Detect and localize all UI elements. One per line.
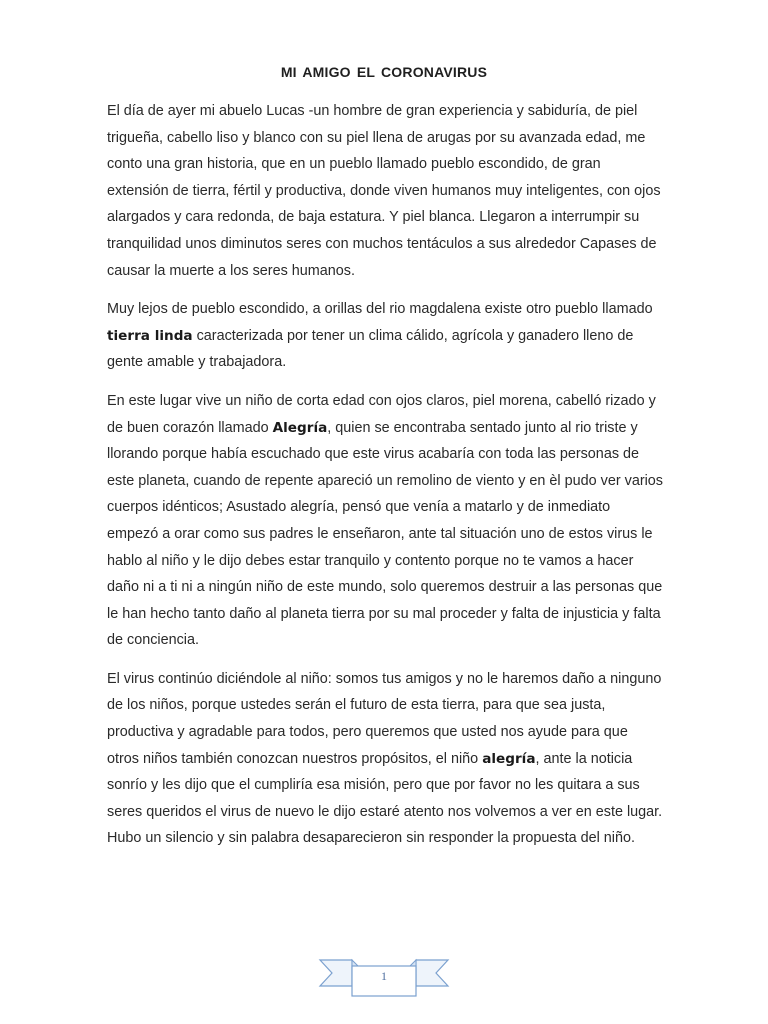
page-number: 1: [381, 969, 387, 983]
paragraph-2-text-b: caracterizada por tener un clima cálido, agrícola y ganadero lleno de gente amable y trabajadora.: [107, 327, 634, 371]
page-footer-ribbon: [318, 956, 450, 998]
paragraph-1-text: El día de ayer mi abuelo Lucas -un hombre de gran experiencia y sabiduría, de piel trigueña, cabello liso y blanco con su piel llena de arugas por su avanzada edad, me conto una gran historia, que en un pueblo llamado pueblo escondido, de gran extensión de tierra, fértil y productiva, donde viven humanos muy inteligentes, con ojos alargados y cara redonda, de baja estatura. Y piel blanca. Llegaron a interrumpir su tranquilidad unos diminutos seres con muchos tentáculos a sus alrededor Capases de causar la muerte a los seres humanos.: [107, 103, 661, 279]
paragraph-3-bold-name: Alegría: [272, 419, 328, 436]
paragraph-3: [107, 388, 663, 654]
ribbon-right-tail: [416, 960, 448, 986]
ribbon-left-tail: [320, 960, 352, 986]
document-title: MI AMIGO EL CORONAVIRUS: [280, 64, 488, 80]
paragraph-4-text-b: , ante la noticia sonrío y les dijo que el cumpliría esa misión, pero que por favor no les quitara a sus seres queridos el virus de nuevo le dijo estaré atento nos volvemos a ver en este lugar. Hubo un silencio y sin palabra desaparecieron sin responder la propuesta del niño.: [107, 750, 663, 847]
paragraph-2: [107, 296, 663, 376]
paragraph-2-bold-town: tierra linda: [107, 327, 193, 344]
paragraph-1: [107, 98, 663, 284]
paragraph-3-text-a: En este lugar vive un niño de corta edad con ojos claros, piel morena, cabelló rizado y de buen corazón llamado: [107, 392, 656, 436]
paragraph-4-text-a: El virus continúo diciéndole al niño: somos tus amigos y no le haremos daño a ninguno de los niños, porque ustedes serán el futuro de esta tierra, para que sea justa, productiva y agradable para todos, pero queremos que usted nos ayude para que otros niños también conozcan nuestros propósitos, el niño: [107, 670, 662, 767]
paragraph-2-text-a: Muy lejos de pueblo escondido, a orillas del rio magdalena existe otro pueblo llamado: [107, 301, 653, 318]
paragraph-4-bold-name: alegría: [482, 750, 536, 767]
paragraph-3-text-b: , quien se encontraba sentado junto al rio triste y llorando porque había escuchado que este virus acabaría con toda las personas de este planeta, cuando de repente apareció un remolino de viento y en èl pudo ver varios cuerpos idénticos; Asustado alegría, pensó que venía a matarlo y de inmediato empezó a orar como sus padres le enseñaron, ante tal situación uno de estos virus le hablo al niño y le dijo debes estar tranquilo y contento porque no te vamos a hacer daño ni a ti ni a ningún niño de este mundo, solo queremos destruir a las personas que le han hecho tanto daño al planeta tierra por su mal proceder y falta de injusticia y falta de conciencia.: [107, 419, 664, 649]
document-body: [107, 98, 663, 864]
paragraph-4: [107, 666, 663, 852]
